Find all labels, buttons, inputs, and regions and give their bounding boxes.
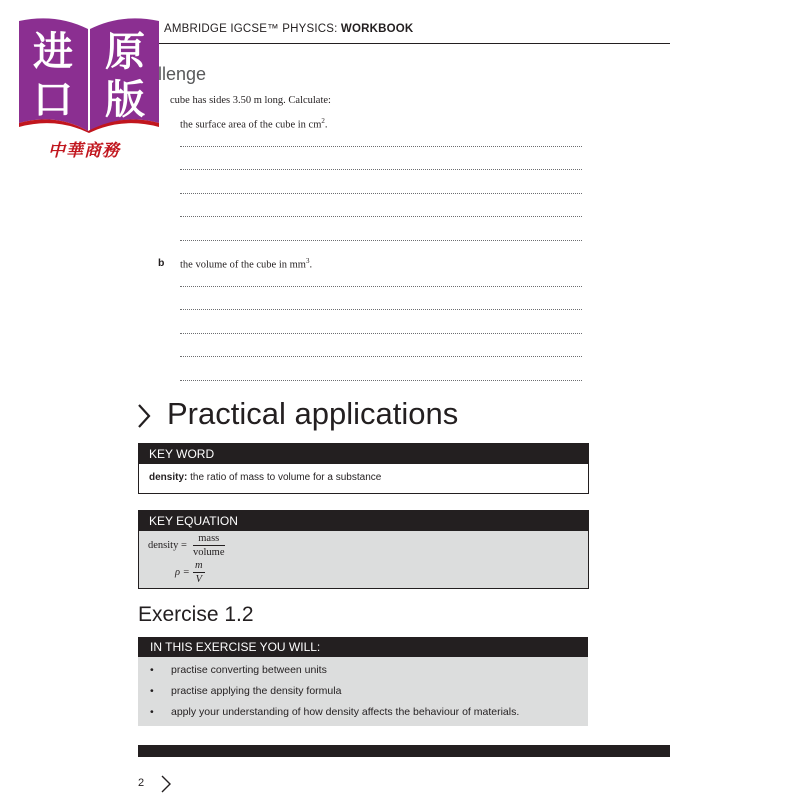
chevron-right-icon xyxy=(136,402,152,430)
answer-line[interactable] xyxy=(180,240,582,241)
challenge-title: llenge xyxy=(158,64,207,84)
bullet: • xyxy=(150,706,154,718)
list-item-text: practise applying the density formula xyxy=(171,685,342,697)
part-a-text: the surface area of the cube in cm xyxy=(180,119,322,131)
logo-char-4: 版 xyxy=(105,77,145,123)
answer-line[interactable] xyxy=(180,356,582,357)
question-part-b xyxy=(180,257,312,271)
part-b-letter: b xyxy=(158,257,165,269)
answer-line[interactable] xyxy=(180,286,582,287)
equation-fraction-symbols xyxy=(193,560,205,585)
part-a-end: . xyxy=(324,119,328,131)
book-logo-icon xyxy=(16,15,162,133)
exercise-box xyxy=(138,637,588,726)
key-word-heading: KEY WORD xyxy=(139,444,588,464)
key-word-text: the ratio of mass to volume for a substance xyxy=(187,472,382,483)
answer-line[interactable] xyxy=(180,309,582,310)
answer-line[interactable] xyxy=(180,146,582,147)
page-number: 2 xyxy=(138,777,145,789)
list-item-text: practise converting between units xyxy=(171,664,327,676)
logo-char-1: 进 xyxy=(33,29,73,75)
equation-fraction-words xyxy=(193,533,225,558)
fraction-numerator-symbol: m xyxy=(195,560,203,571)
question-stem: cube has sides 3.50 m long. Calculate: xyxy=(170,95,331,106)
part-b-sup: 3 xyxy=(305,257,310,265)
fraction-denominator: volume xyxy=(193,547,225,558)
bullet: • xyxy=(150,685,154,697)
bullet: • xyxy=(150,664,154,676)
header-rule xyxy=(150,43,670,44)
equation-lhs-words: density = xyxy=(148,540,187,551)
answer-line[interactable] xyxy=(180,169,582,170)
list-item xyxy=(150,664,327,676)
answer-line[interactable] xyxy=(180,333,582,334)
logo-char-2: 原 xyxy=(105,29,145,75)
key-word-box xyxy=(138,443,589,494)
chevron-right-icon xyxy=(160,774,172,794)
key-equation-heading: KEY EQUATION xyxy=(139,511,588,531)
exercise-title: Exercise 1.2 xyxy=(138,603,254,626)
answer-line[interactable] xyxy=(180,380,582,381)
question-part-a xyxy=(180,117,328,131)
running-head-title: AMBRIDGE IGCSE™ PHYSICS: xyxy=(164,23,341,35)
logo-char-3: 口 xyxy=(33,77,73,123)
section-title: Practical applications xyxy=(167,396,459,431)
key-equation-box xyxy=(138,510,589,589)
equation-lhs-symbols: ρ = xyxy=(175,567,190,578)
part-a-sup: 2 xyxy=(321,117,325,125)
running-head-subtitle: WORKBOOK xyxy=(340,23,414,35)
logo-tagline: 中華商務 xyxy=(48,141,120,161)
answer-line[interactable] xyxy=(180,216,582,217)
fraction-denominator-symbol: V xyxy=(195,574,202,585)
key-word-term: density: xyxy=(149,472,188,483)
part-b-text: the volume of the cube in mm xyxy=(180,259,306,271)
list-item xyxy=(150,706,519,718)
fraction-numerator: mass xyxy=(198,533,220,544)
running-head xyxy=(164,23,413,35)
bottom-bar xyxy=(138,745,670,757)
part-b-end: . xyxy=(309,259,313,271)
key-word-definition xyxy=(149,472,381,483)
list-item-text: apply your understanding of how density affects the behaviour of materials. xyxy=(171,706,520,718)
list-item xyxy=(150,685,341,697)
answer-line[interactable] xyxy=(180,193,582,194)
exercise-heading: IN THIS EXERCISE YOU WILL: xyxy=(138,637,588,657)
